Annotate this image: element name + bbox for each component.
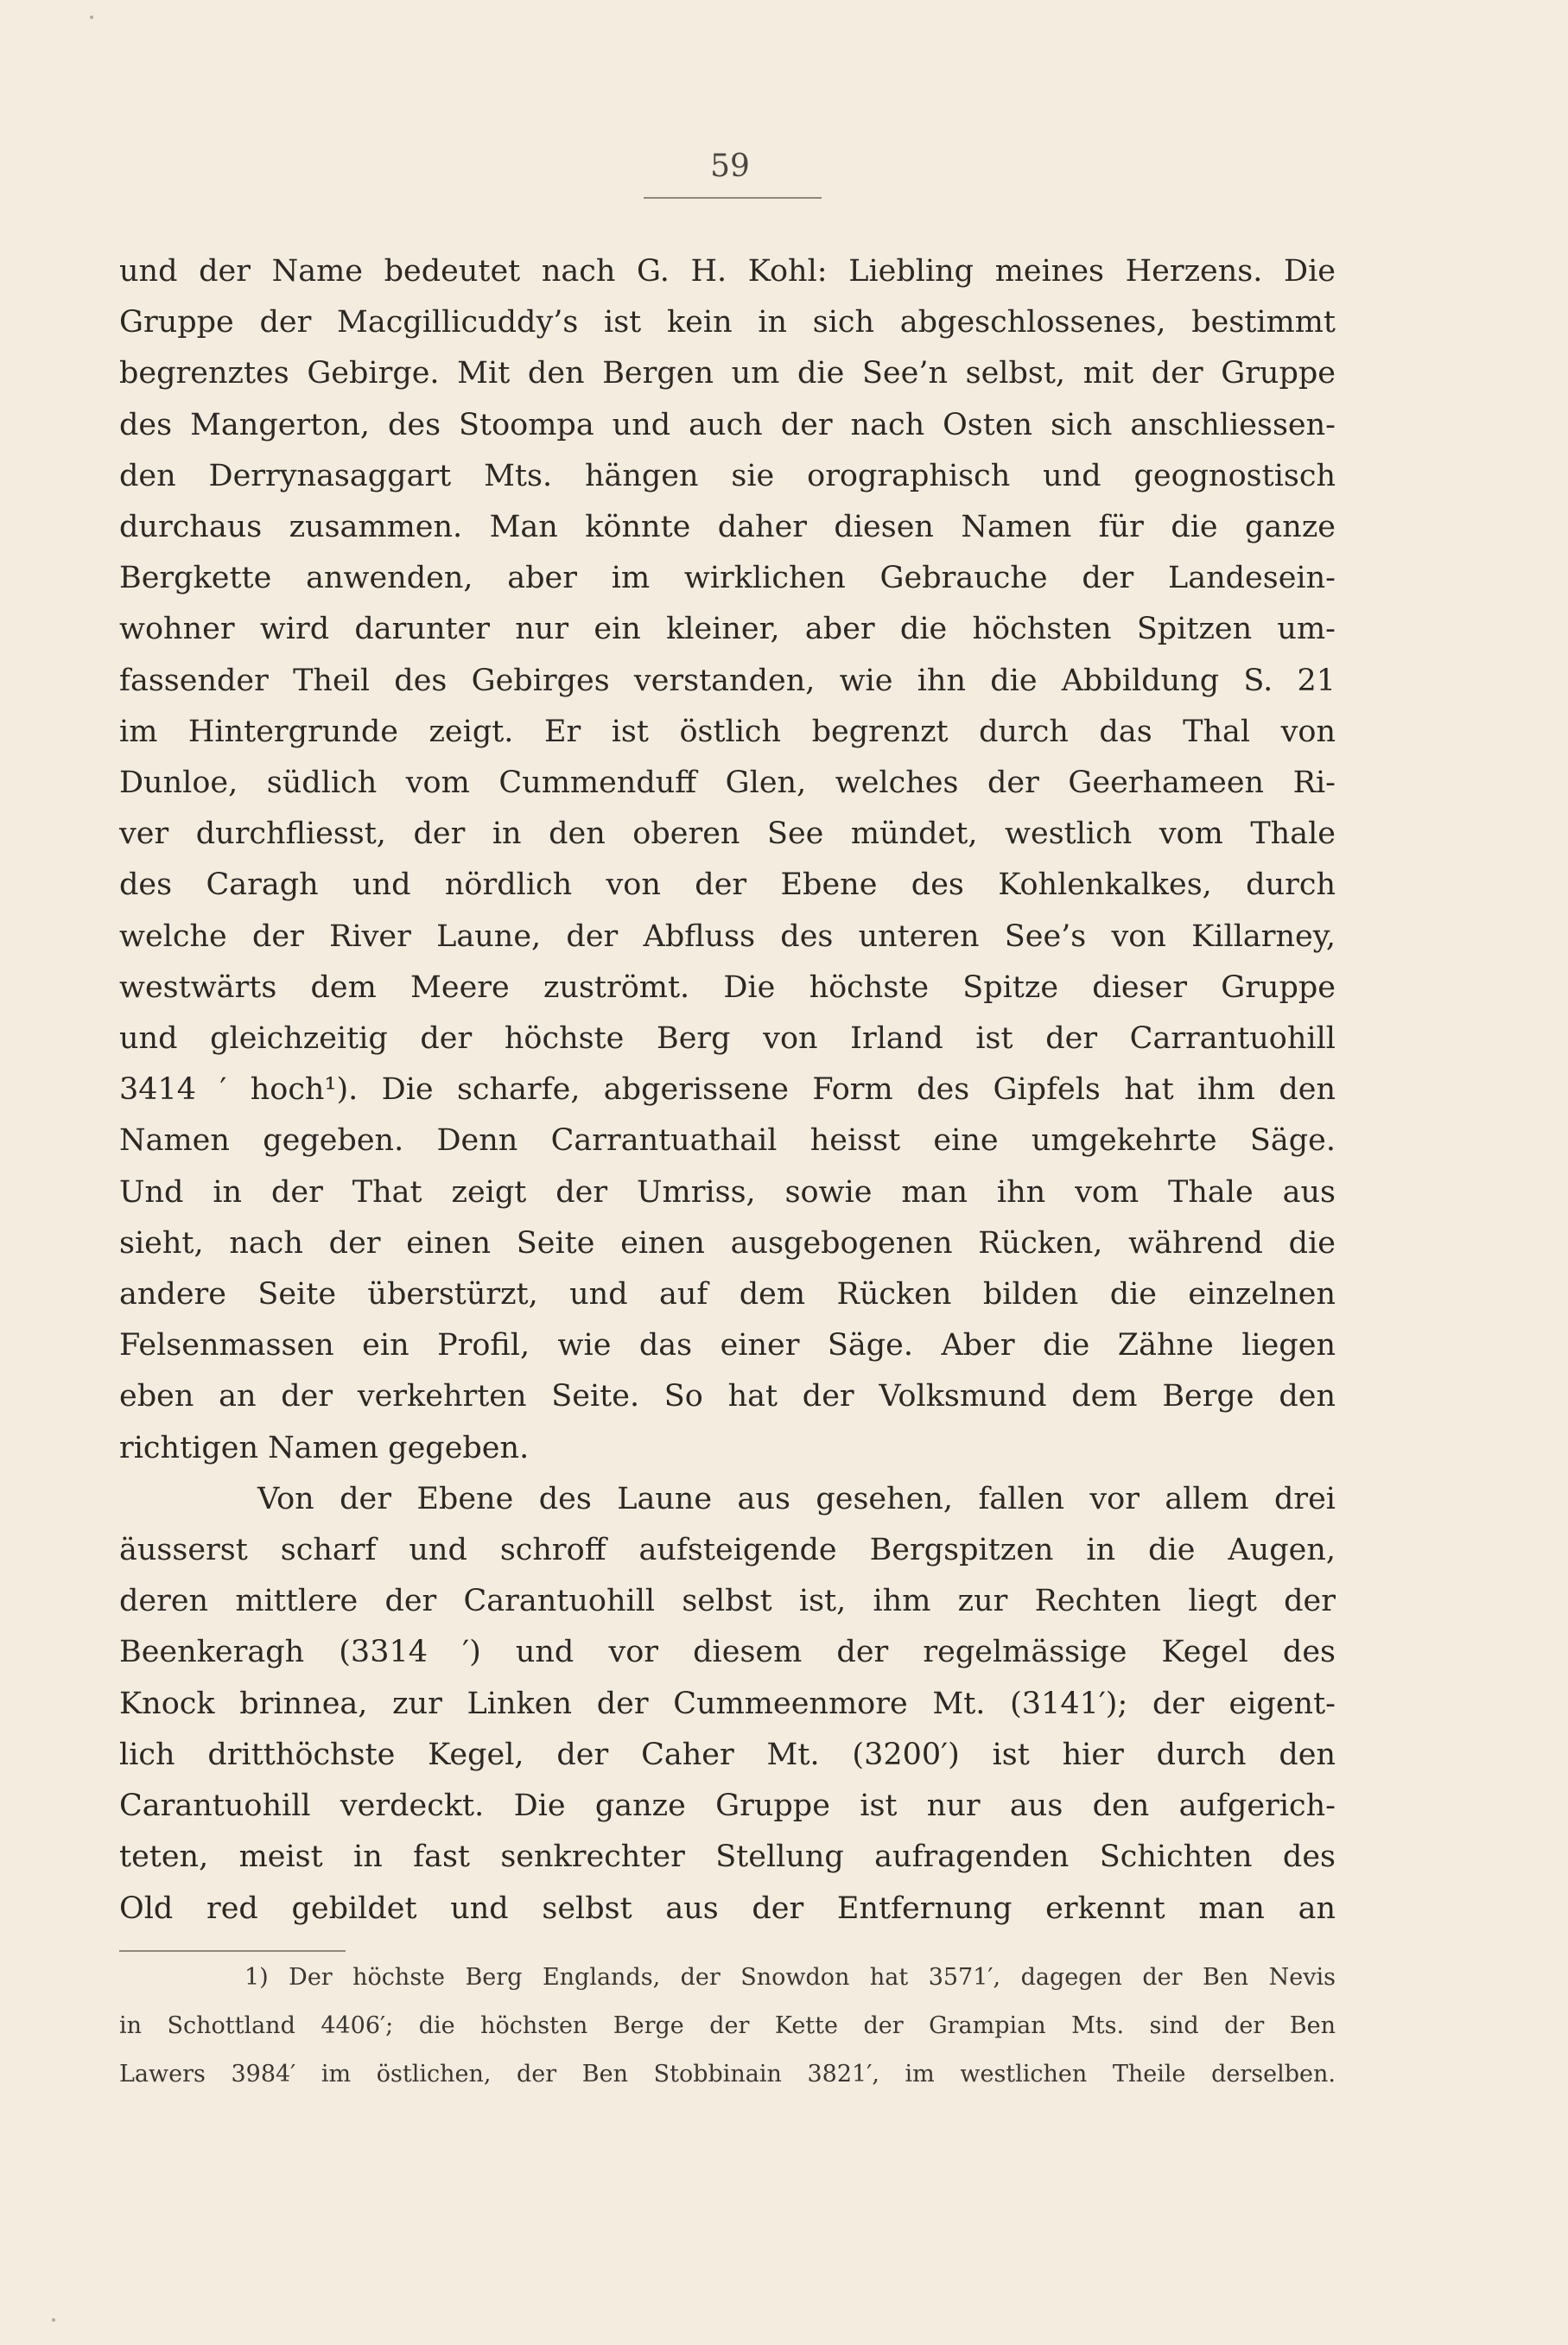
text-line: sieht, nach der einen Seite einen ausgebogenen Rücken, während die — [119, 1225, 1336, 1261]
text-line: Old red gebildet und selbst aus der Entfernung erkennt man an — [119, 1891, 1336, 1926]
text-line: deren mittlere der Carantuohill selbst ist, ihm zur Rechten liegt der — [119, 1584, 1336, 1619]
paragraph-first-line: Von der Ebene des Laune aus gesehen, fallen vor allem drei — [257, 1481, 1336, 1516]
text-line: des Caragh und nördlich von der Ebene des Kohlenkalkes, durch — [119, 867, 1336, 903]
text-line: Und in der That zeigt der Umriss, sowie man ihn vom Thale aus — [119, 1174, 1336, 1210]
text-line: wohner wird darunter nur ein kleiner, aber die höchsten Spitzen um- — [119, 612, 1336, 647]
text-line: eben an der verkehrten Seite. So hat der Volksmund dem Berge den — [119, 1379, 1336, 1414]
text-line: im Hintergrunde zeigt. Er ist östlich begrenzt durch das Thal von — [119, 714, 1336, 749]
footnote-rule — [119, 1950, 346, 1952]
text-line: des Mangerton, des Stoompa und auch der nach Osten sich anschliessen- — [119, 407, 1336, 442]
text-line: welche der River Laune, der Abfluss des unteren See’s von Killarney, — [119, 918, 1336, 954]
text-line: und gleichzeitig der höchste Berg von Irland ist der Carrantuohill — [119, 1021, 1336, 1057]
text-line: und der Name bedeutet nach G. H. Kohl: Liebling meines Herzens. Die — [119, 254, 1336, 289]
text-line: Beenkeragh (3314 ′) und vor diesem der regelmässige Kegel des — [119, 1635, 1336, 1670]
text-line: Felsenmassen ein Profil, wie das einer Säge. Aber die Zähne liegen — [119, 1328, 1336, 1363]
footnote-line: in Schottland 4406′; die höchsten Berge der Kette der Grampian Mts. sind der Ben — [119, 2012, 1336, 2039]
text-line: westwärts dem Meere zuströmt. Die höchste Spitze dieser Gruppe — [119, 969, 1336, 1005]
text-line: 3414 ′ hoch¹). Die scharfe, abgerissene Form des Gipfels hat ihm den — [119, 1072, 1336, 1108]
paragraph-last-line: richtigen Namen gegeben. — [119, 1430, 530, 1465]
text-line: Bergkette anwenden, aber im wirklichen Gebrauche der Landesein- — [119, 561, 1336, 596]
text-line: äusserst scharf und schroff aufsteigende Bergspitzen in die Augen, — [119, 1533, 1336, 1568]
header-rule — [644, 197, 822, 199]
text-line: begrenztes Gebirge. Mit den Bergen um die See’n selbst, mit der Gruppe — [119, 356, 1336, 391]
text-line: Namen gegeben. Denn Carrantuathail heisst eine umgekehrte Säge. — [119, 1123, 1336, 1159]
footnote-line: Lawers 3984′ im östlichen, der Ben Stobbinain 3821′, im westlichen Theile derselben. — [119, 2061, 1336, 2088]
page-number: 59 — [710, 149, 750, 184]
text-line: ver durchfliesst, der in den oberen See mündet, westlich vom Thale — [119, 817, 1336, 852]
text-line: Carantuohill verdeckt. Die ganze Gruppe ist nur aus den aufgerich- — [119, 1789, 1336, 1824]
text-line: andere Seite überstürzt, und auf dem Rücken bilden die einzelnen — [119, 1277, 1336, 1312]
text-line: fassender Theil des Gebirges verstanden, wie ihn die Abbildung S. 21 — [119, 663, 1336, 698]
text-line: Knock brinnea, zur Linken der Cummeenmore Mt. (3141′); der eigent- — [119, 1686, 1336, 1721]
text-line: den Derrynasaggart Mts. hängen sie orographisch und geognostisch — [119, 458, 1336, 493]
text-line: Dunloe, südlich vom Cummenduff Glen, welches der Geerhameen Ri- — [119, 766, 1336, 801]
footnote-line: 1) Der höchste Berg Englands, der Snowdon hat 3571′, dagegen der Ben Nevis — [244, 1964, 1336, 1991]
text-line: durchaus zusammen. Man könnte daher diesen Namen für die ganze — [119, 510, 1336, 545]
text-line: Gruppe der Macgillicuddy’s ist kein in sich abgeschlossenes, bestimmt — [119, 305, 1336, 340]
footnote — [119, 1954, 1336, 2099]
body-text — [119, 246, 1336, 1935]
paper-speck — [90, 16, 93, 19]
text-line: lich dritthöchste Kegel, der Caher Mt. (3200′) ist hier durch den — [119, 1737, 1336, 1772]
text-line: teten, meist in fast senkrechter Stellung aufragenden Schichten des — [119, 1840, 1336, 1875]
paper-speck — [52, 2318, 55, 2322]
